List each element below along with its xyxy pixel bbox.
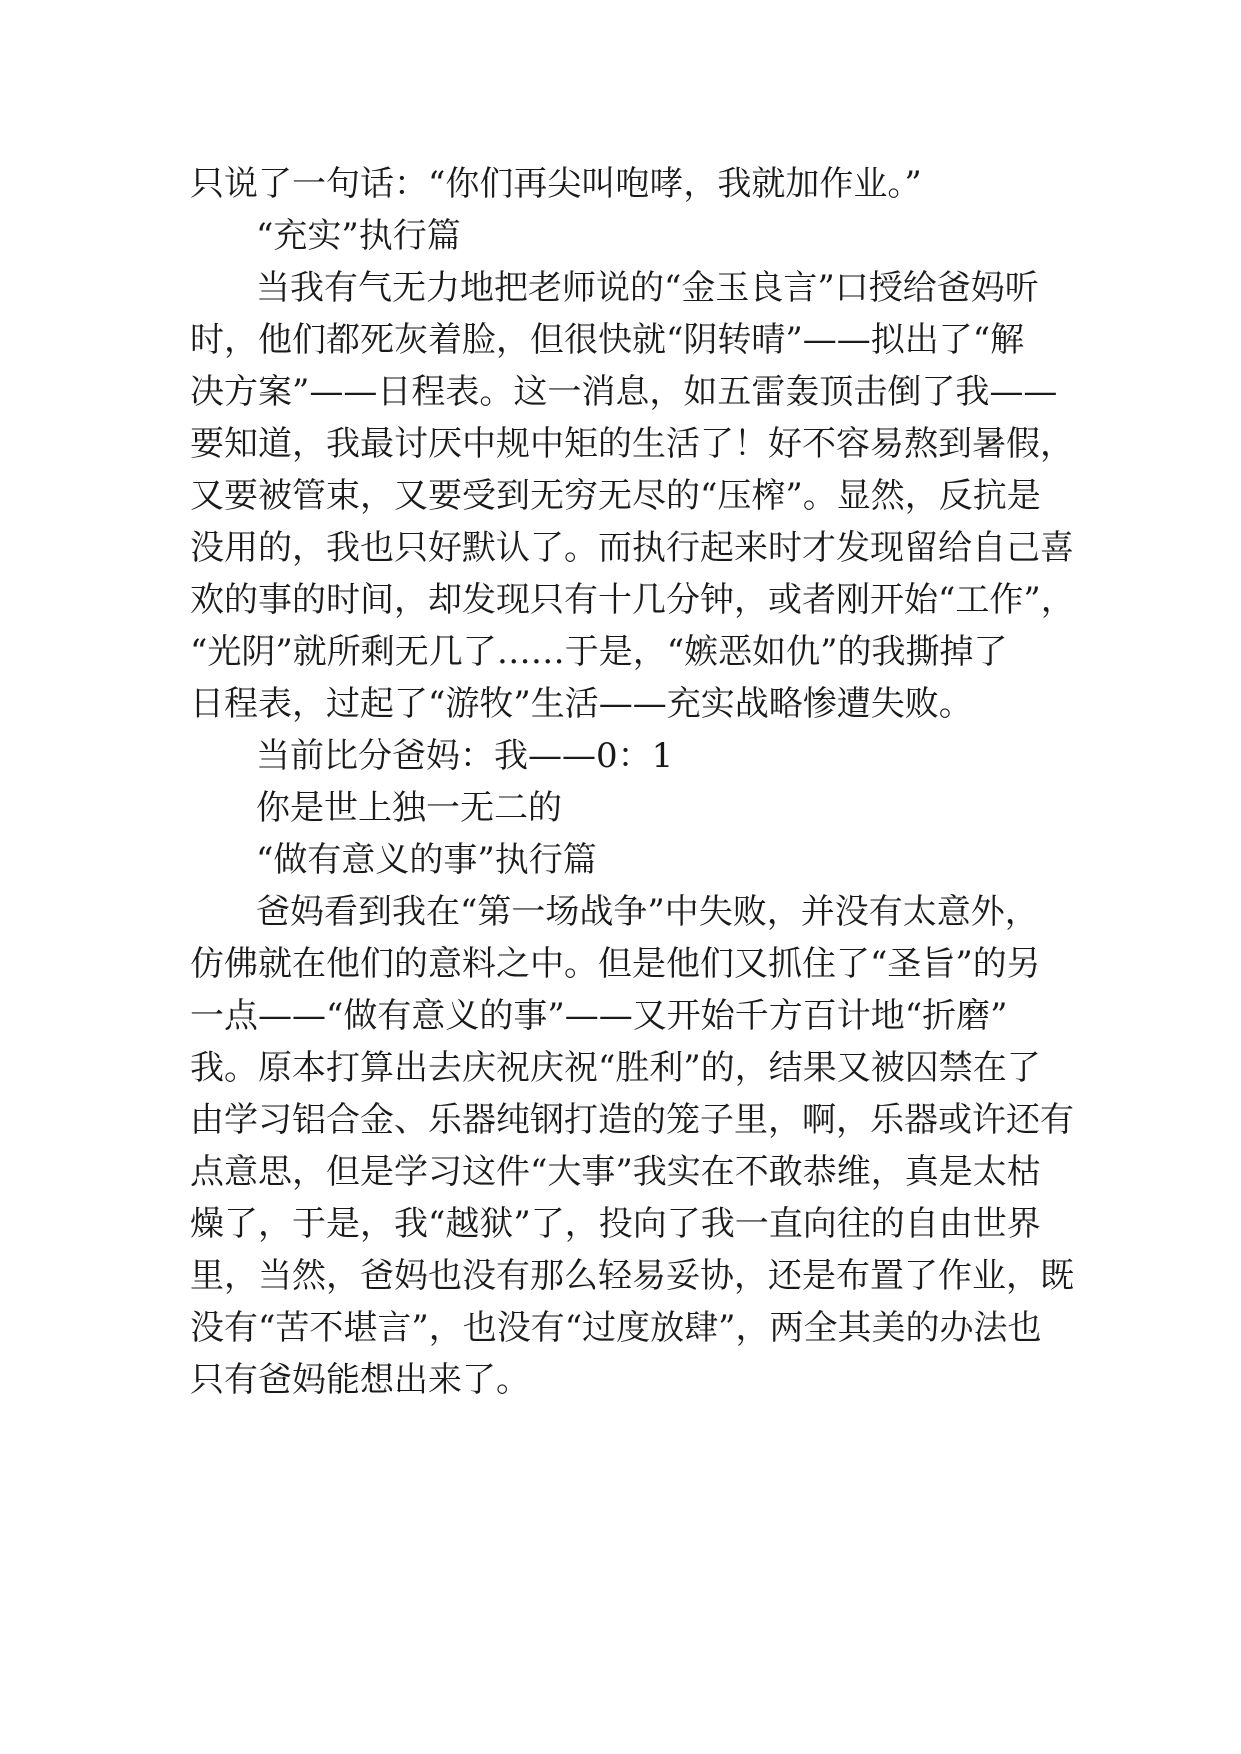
section-heading: “充实”执行篇: [256, 216, 461, 256]
text-line: 爸妈看到我在“第一场战争”中失败，并没有太意外，: [256, 892, 1039, 932]
text-line: “光阴”就所剩无几了……于是，“嫉恶如仇”的我撕掉了: [190, 632, 1008, 672]
text-line: 又要被管束，又要受到无穷无尽的“压榨”。显然，反抗是: [190, 476, 1041, 516]
text-line: 由学习铝合金、乐器纯钢打造的笼子里，啊，乐器或许还有: [190, 1100, 1074, 1140]
text-line: 我。原本打算出去庆祝庆祝“胜利”的，结果又被囚禁在了: [190, 1048, 1041, 1088]
text-line: 点意思，但是学习这件“大事”我实在不敢恭维，真是太枯: [190, 1152, 1041, 1192]
text-line: 里，当然，爸妈也没有那么轻易妥协，还是布置了作业，既: [190, 1256, 1074, 1296]
section-heading: “做有意义的事”执行篇: [256, 840, 597, 880]
text-line: 只有爸妈能想出来了。: [190, 1360, 530, 1400]
text-line: 日程表，过起了“游牧”生活——充实战略惨遭失败。: [190, 684, 973, 724]
score-line: 当前比分爸妈：我——0：1: [256, 736, 674, 776]
text-line: 仿佛就在他们的意料之中。但是他们又抓住了“圣旨”的另: [190, 944, 1041, 984]
text-line: 燥了，于是，我“越狱”了，投向了我一直向往的自由世界: [190, 1204, 1041, 1244]
text-line: 只说了一句话：“你们再尖叫咆哮，我就加作业。”: [190, 164, 922, 204]
text-line: 你是世上独一无二的: [256, 788, 562, 828]
text-line: 一点——“做有意义的事”——又开始千方百计地“折磨”: [190, 996, 1008, 1036]
text-line: 没用的，我也只好默认了。而执行起来时才发现留给自己喜: [190, 528, 1074, 568]
text-line: 要知道，我最讨厌中规中矩的生活了！好不容易熬到暑假，: [190, 424, 1074, 464]
text-line: 没有“苦不堪言”，也没有“过度放肆”，两全其美的办法也: [190, 1308, 1042, 1348]
text-line: 决方案”——日程表。这一消息，如五雷轰顶击倒了我——: [190, 372, 1058, 412]
text-line: 时，他们都死灰着脸，但很快就“阴转晴”——拟出了“解: [190, 320, 1025, 360]
text-line: 当我有气无力地把老师说的“金玉良言”口授给爸妈听: [256, 268, 1039, 308]
text-line: 欢的事的时间，却发现只有十几分钟，或者刚开始“工作”，: [190, 580, 1075, 620]
